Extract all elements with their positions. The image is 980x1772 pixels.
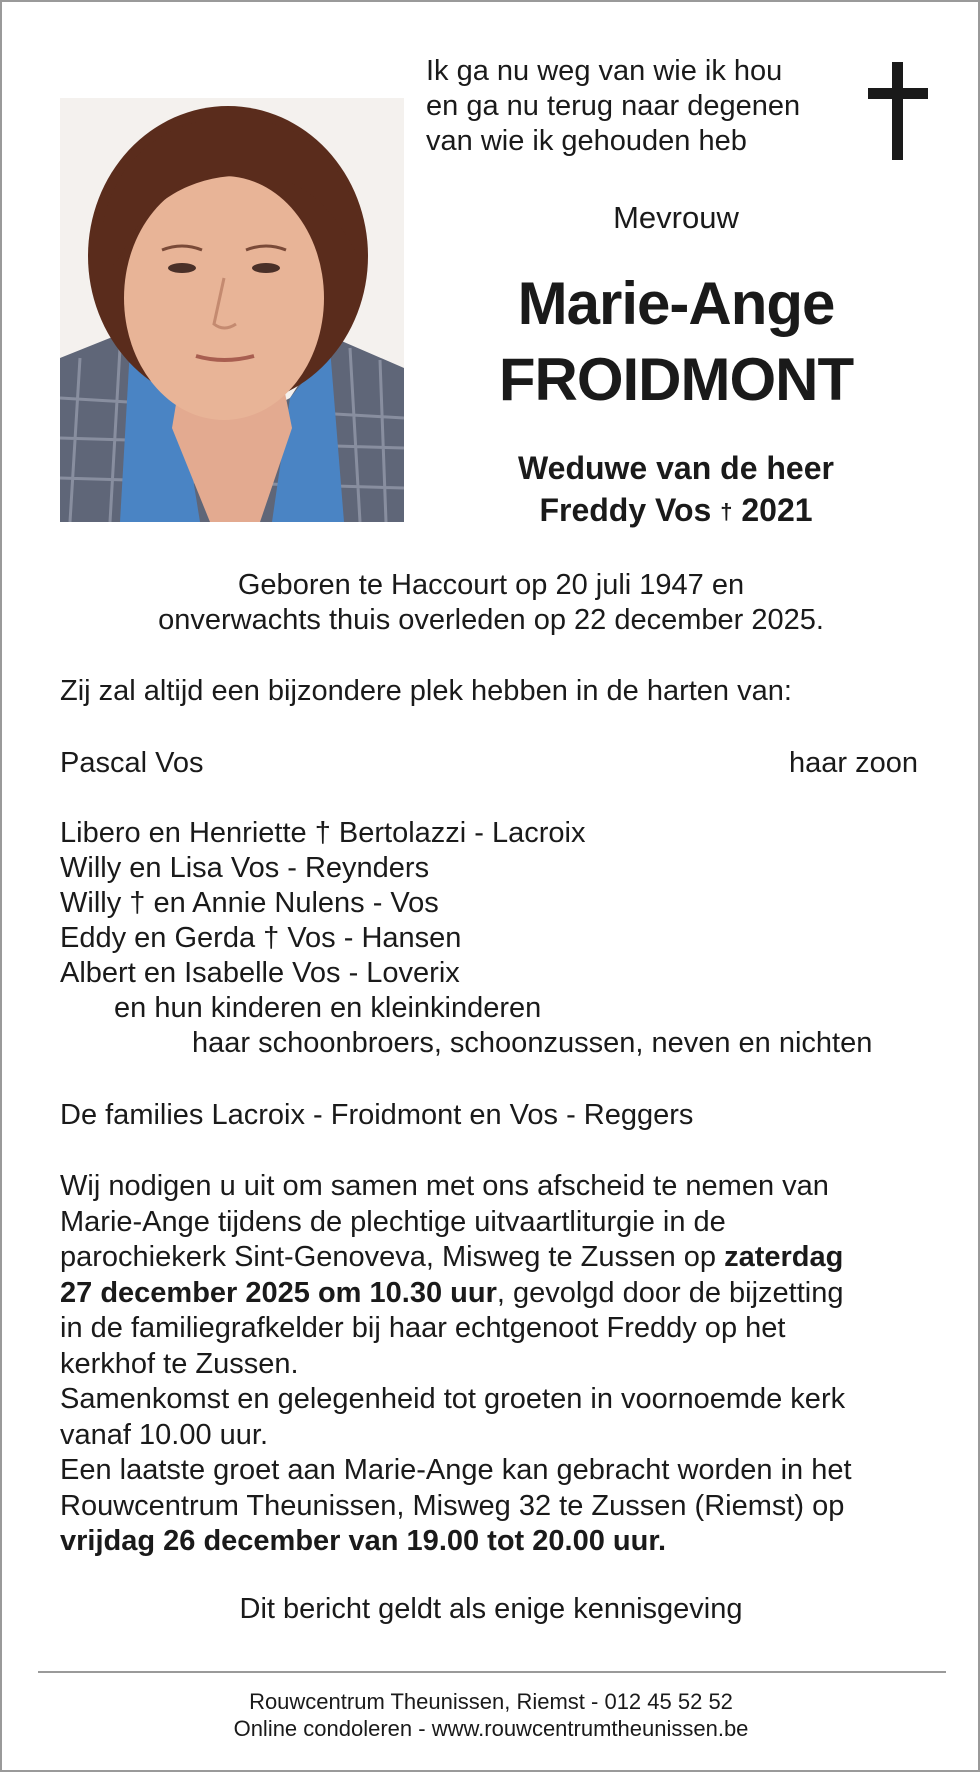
son-relation: haar zoon — [789, 747, 918, 779]
children-line: en hun kinderen en kleinkinderen — [114, 992, 542, 1024]
cross-icon — [868, 62, 928, 160]
ceremony-line: Marie-Ange tijdens de plechtige uitvaartliturgie in de — [60, 1205, 726, 1238]
ceremony-line — [60, 1276, 922, 1312]
deceased-last-name: FROIDMONT — [498, 346, 854, 413]
footer-address: Rouwcentrum Theunissen, Riemst - 012 45 52 52 — [249, 1689, 733, 1714]
spouse-line — [476, 490, 876, 534]
family-line: Willy en Lisa Vos - Reynders — [60, 852, 430, 884]
deceased-first-name: Marie-Ange — [517, 270, 835, 337]
ceremony-text: , gevolgd door de bijzetting — [496, 1276, 844, 1309]
ceremony-datetime: 27 december 2025 om 10.30 uur — [60, 1276, 497, 1309]
family-line: Libero en Henriette † Bertolazzi - Lacroix — [60, 817, 586, 849]
family-line: Albert en Isabelle Vos - Loverix — [60, 957, 460, 989]
son-name: Pascal Vos — [60, 747, 204, 779]
spouse-name: Freddy Vos — [539, 492, 712, 528]
intro-line: Zij zal altijd een bijzondere plek hebben in de harten van: — [60, 675, 792, 707]
visitation-datetime: vrijdag 26 december van 19.00 tot 20.00 uur. — [60, 1525, 667, 1557]
poem-line: en ga nu terug naar degenen — [426, 90, 801, 122]
visitation-line: Een laatste groet aan Marie-Ange kan gebracht worden in het — [60, 1454, 852, 1486]
gathering-line: Samenkomst en gelegenheid tot groeten in voornoemde kerk — [60, 1383, 846, 1415]
birth-line: Geboren te Haccourt op 20 juli 1947 en — [237, 569, 745, 601]
ceremony-paragraph — [60, 1169, 922, 1560]
death-line: onverwachts thuis overleden op 22 december 2025. — [158, 604, 824, 636]
ceremony-line: kerkhof te Zussen. — [60, 1347, 299, 1380]
ceremony-line — [60, 1240, 922, 1276]
ceremony-day: zaterdag — [724, 1241, 844, 1273]
widow-line: Weduwe van de heer — [518, 450, 834, 486]
gathering-line: vanaf 10.00 uur. — [60, 1418, 268, 1451]
portrait-photo — [60, 98, 404, 522]
visitation-line: Rouwcentrum Theunissen, Misweg 32 te Zussen (Riemst) op — [60, 1489, 845, 1522]
family-line: Willy † en Annie Nulens - Vos — [60, 887, 439, 919]
notice-line: Dit bericht geldt als enige kennisgeving — [239, 1593, 743, 1625]
ceremony-text: parochiekerk Sint-Genoveva, Misweg te Zussen op — [60, 1241, 725, 1273]
inlaws-line: haar schoonbroers, schoonzussen, neven en nichten — [192, 1027, 873, 1059]
divider — [38, 1671, 946, 1673]
salutation: Mevrouw — [613, 200, 739, 235]
poem — [426, 54, 856, 159]
ceremony-line: in de familiegrafkelder bij haar echtgenoot Freddy op het — [60, 1312, 786, 1344]
ceremony-line: Wij nodigen u uit om samen met ons afscheid te nemen van — [60, 1170, 829, 1202]
families-line: De families Lacroix - Froidmont en Vos - Reggers — [60, 1099, 694, 1131]
poem-line: van wie ik gehouden heb — [426, 125, 747, 157]
spouse-death-year: 2021 — [741, 492, 813, 528]
dagger-icon: † — [720, 499, 733, 524]
poem-line: Ik ga nu weg van wie ik hou — [426, 55, 783, 87]
footer-website[interactable]: Online condoleren - www.rouwcentrumtheunissen.be — [233, 1716, 749, 1741]
family-line: Eddy en Gerda † Vos - Hansen — [60, 922, 462, 954]
